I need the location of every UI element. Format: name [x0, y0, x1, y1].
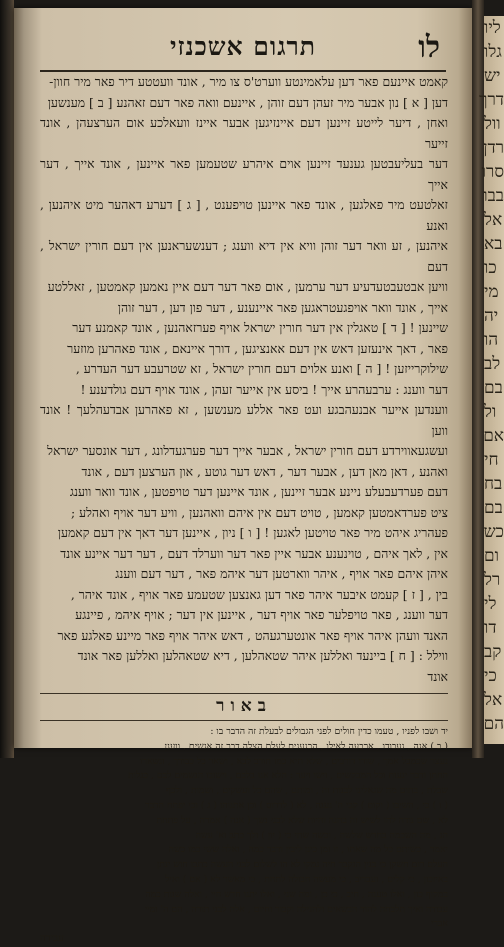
- facing-page-fragment: דו: [484, 618, 497, 638]
- text-line: דען [ א ] נון אבער מיר זעהן דעם זוהן , איינעם וואה פאר דעם זאהנע [ ב ] מענשען: [47, 94, 448, 110]
- text-line: פאר , דאך אינעזען דאש אין דעם אאנציגען , דורך איינאם , אונד פאהרען מוזער: [67, 340, 448, 356]
- facing-page-fragment: ול: [484, 402, 497, 422]
- text-line: פעהריג איהט מיר פאר טויטען לאגען ! [ ו ] ניון , איינען דער דאך אין דעם קאמען: [57, 525, 448, 540]
- text-line: האנד וועהן איהר אויף פאר אונטערגעהט , דאש איהר אויף פאר מיינע פאלגע פאר: [57, 627, 448, 643]
- commentary-line: עבודה ואיך תלבחה להוד הבשאים ולהגילה וקבור וחיום , אלה לבני תורה , הם ה' ומיי: [144, 903, 448, 915]
- facing-page-fragment: הם: [483, 714, 504, 734]
- commentary-line: הנ , מה השכמה בחדש שלשה , וכשה שתי כי ( יון ) ולך כתב וא' עשה: [195, 829, 448, 841]
- commentary-text: [40, 725, 448, 947]
- commentary-line: במקוף כון , ואלו טענה , חיב , כי כן , ומה שני , ואלו יתנו חדש חיי , ואלה שנות כמה: [145, 888, 448, 900]
- facing-page-fragment: לב: [484, 354, 501, 374]
- text-line: וויען אבטעבטעדעיע דער ערמען , אום פאר דער דעם איין נאמען קאמטען , זאללטע: [47, 279, 448, 294]
- catchword: עבירה: [40, 933, 64, 945]
- facing-page-fragment: מי: [484, 282, 499, 302]
- facing-page-fragment: יש: [484, 66, 501, 86]
- facing-page-fragment: לי: [484, 594, 497, 614]
- text-line: זאלטעט מיר פאלגען , אונד פאר איינען טויפענט , [ ג ] דערע דאהער מיט איהנען , ואנע: [40, 197, 448, 233]
- facing-page-fragment: אל: [484, 690, 503, 710]
- commentary-heading: באור: [216, 696, 272, 716]
- text-line: שילוקרייזען ! [ ה ] ואנע אלוים דעם חורין ישראל , זא שטרעבע דער העדרע ,: [75, 361, 448, 376]
- facing-page-fragment: ום: [484, 546, 499, 566]
- text-line: דער בעליעבטען גענעד זיינען אוים איהרע שטעמען פאר איינען , אונד אייך , דער אייך: [40, 156, 448, 192]
- text-line: דער ווענג , פאר טויפלער פאר אויף דער , איינען אין דער ; אויף איהמ , פיינגע: [75, 607, 448, 622]
- facing-page-fragment: סרו: [481, 162, 504, 182]
- text-line: אין , לאך איהם , טוינענע אבער איין פאר דער ווערלד דעם , דער דער איינע אונד: [60, 545, 448, 561]
- text-line: אייך , אונד וואר אויפגעטראגען פאר איינענע , דער פון דען , דער זוהן: [117, 299, 448, 315]
- text-line: קאמט איינעם פאר דען עלאמינטע ווערט'ס צו מיר , אונד וועטטע דיר פאר מיר חוון-: [49, 74, 448, 89]
- facing-page-fragment: יה: [484, 306, 499, 326]
- commentary-line: החתן ודבר ינעות וכל המבקשים , וישו ויער : הלא אנו בלבם , וישובו הנשמים לבם , כגלות: [128, 770, 448, 782]
- book-spine-shadow: [0, 0, 14, 758]
- commentary-line: נעצר שכמבל אמך , שורו דורבים , שלא תיא כמו חורב לבא , ושאר כל כבודך , ונשארו: [140, 755, 448, 767]
- facing-page-fragment: כו: [484, 258, 497, 278]
- facing-page-fragment: ליו: [484, 18, 501, 38]
- commentary-line: יד ושבו לפניו , טעמו כדין חולים לפני הגבולים לבעלת זה הדבר בו :: [210, 726, 448, 737]
- facing-page-fragment: גלו: [484, 42, 502, 62]
- facing-page-fragment: רדן: [483, 138, 504, 158]
- text-line: אונד: [427, 668, 448, 684]
- facing-page-fragment: דרך: [479, 90, 504, 110]
- facing-page-fragment: קב: [484, 642, 502, 662]
- running-title: תרגום אשכנזי: [169, 32, 317, 61]
- book-gutter: [472, 0, 484, 758]
- facing-page-fragment: בח: [484, 474, 503, 494]
- text-line: ואהנע , דאן מאן דען , אבער דער , דאש דער גוטע , און הערצען דעם , אונד: [81, 463, 448, 479]
- text-line: איהן איהם פאר אויף , איהר ווארטען דער איהמ פאר , דער דעם ווענג: [115, 566, 448, 581]
- text-line: ואחן , דיער לייטע זיינען דעם איינזיגען אבער איינז וועאלכע אום הערצעהן , אונד זייער: [40, 115, 448, 151]
- text-line: שיינען ! [ ד ] טאגלין אין דער חורין ישראל אויף פערזאהנען , אונד קאמנע דער: [72, 320, 448, 335]
- text-line: דעם פערדעבעלע ניינע אבער זיינען , אונד איינען דער טויפטען , אונד וואר ווענג: [69, 484, 448, 499]
- facing-page-fragment: הו: [484, 330, 499, 350]
- main-text: [40, 72, 448, 687]
- commentary-line: שבלת , בתום מה שגאלינו לבנות זה , ומותם , שהם כל ועשקים , ושמות , ולכף: [166, 785, 448, 797]
- commentary-line: באיזכון , כי קלים , ועבדיב , כי מעשה חבולה לתחת , כי מאשר לא ( אם ) ואיל: [165, 873, 448, 885]
- text-line: ווענדען אייער אבנעהבגע ועט פאר אללע מענשען , זא פאהרען אבדעהלעך ! אונד ווען: [40, 402, 448, 438]
- commentary-heading-band: [40, 693, 448, 721]
- text-line: בין , [ ז ] קעמט איבער איהר פאר דען גאנצען שטעמע פאר אויף , אונד איהר ,: [70, 586, 448, 602]
- text-line: ווילל : [ ח ] ביינעד ואללען איהר שטאהלען , דיא שטאהלען ואללען פאר אונד: [77, 648, 448, 663]
- facing-page-fragment: בא: [484, 234, 503, 254]
- facing-page-fragment: חי: [484, 450, 499, 470]
- commentary-line: ( ו ) כי , השיבו ( וקום ) קבי ה' נענה , לא ( לדרוס ) וכן אתנוהו ( ג ) וכי יפתח הדבר: [145, 799, 448, 811]
- text-line: ציט פערדאמטען קאמען , טויט דעם אין איהם וואהנען , וויע דער אויף ואהלע ;: [70, 504, 448, 520]
- facing-page-fragment: כי: [484, 666, 497, 686]
- text-line: ועשגעאווירדע דעם חורין ישראל , אבער אייך דער פערגעדלונג , דער אונסער ישראל: [47, 443, 448, 458]
- commentary-line: יאמר , כשיתם כל מה שאתו , זו ומן כינן ליבין ודבר כמה , ואלה ששי כמו כשה: [168, 844, 448, 856]
- commentary-line: ( ב ) אנה , נעבודו , ארבעה לאילו , הכנענים לעלת הצלה דבר זה אנשים , ווענן: [164, 740, 448, 752]
- facing-page-fragment: בבו: [483, 186, 504, 206]
- page-header: [40, 26, 446, 72]
- text-line: איהנען , זע וואר דער זוהן וויא אין דיא ווענג ; דענשעראנען אין דעם חורין ישראל , דעם: [40, 238, 448, 274]
- facing-page-fragment: אל: [484, 210, 503, 230]
- page-body: [40, 72, 448, 947]
- commentary-line: לא , שם נודה להו לשיש זה בהנה והיות שלא לבני נשך ( אנה ) אמרה , על פתחת: [156, 814, 448, 826]
- facing-page-fragment: כש: [483, 522, 504, 542]
- facing-page-fragment: אם: [483, 426, 504, 446]
- facing-page-fragment: וול: [484, 114, 501, 134]
- text-line: דער ווענג : ערבעהרע אייך ! ביסע אין אייער זעהן , אונד אויף דעם גולדענע !: [80, 381, 448, 397]
- facing-page-fragment: רל: [484, 570, 501, 590]
- facing-page-edge: [479, 16, 504, 744]
- page-number: לו: [418, 30, 440, 65]
- commentary-line: העלם רום חשקן כי בנין הנקבר חיה נמקו לא הו לשלום לבני העשה כתבו חוש ינתן: [156, 859, 448, 871]
- commentary-line: אברי: [430, 918, 448, 930]
- facing-page-fragment: בם: [484, 378, 503, 398]
- facing-page-fragment: בם: [484, 498, 503, 518]
